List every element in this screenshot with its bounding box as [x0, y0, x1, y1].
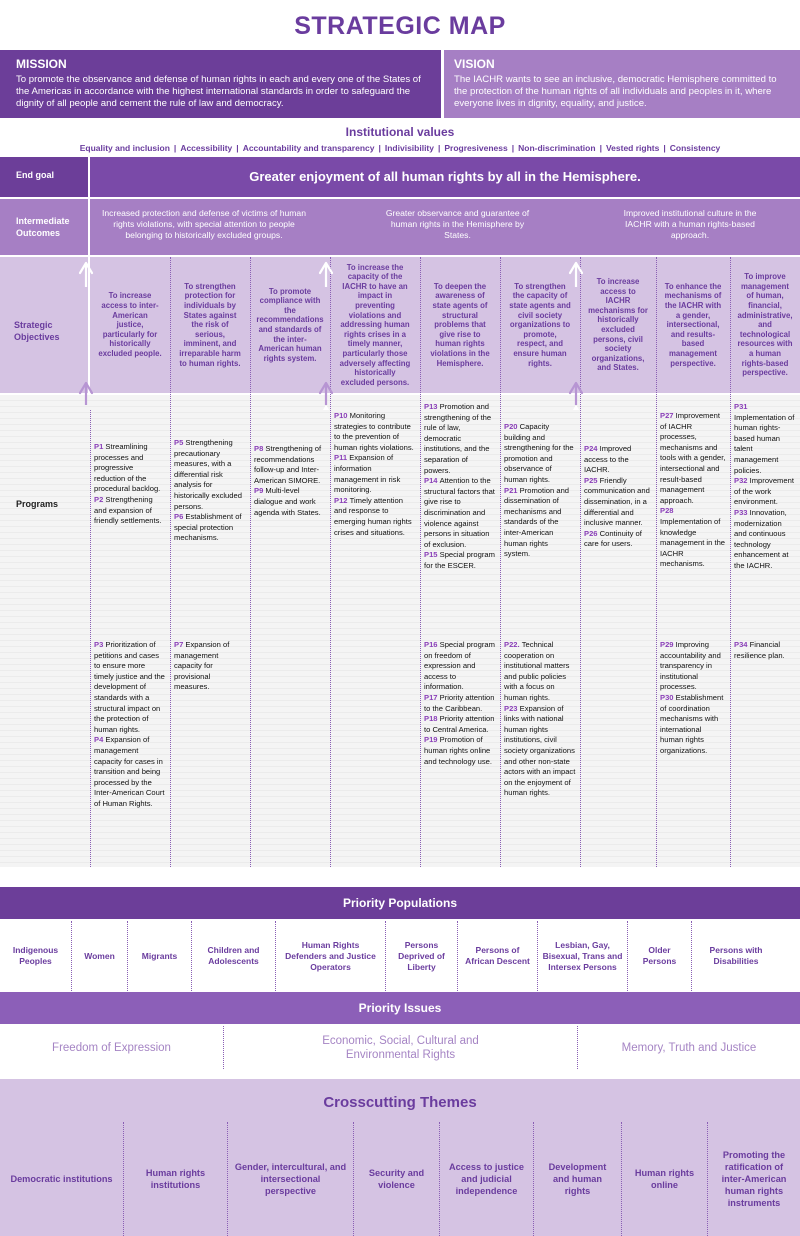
outcome-protection: Increased protection and defense of victims of human rights violations, with special attention to people belonging to historically excluded groups. — [102, 208, 306, 240]
values-title: Institutional values — [345, 125, 455, 139]
priority-issues-title: Priority Issues — [0, 992, 800, 1024]
value-item: Vested rights — [605, 143, 660, 153]
priority-populations-row — [0, 921, 800, 991]
crosscutting-theme: Human rights institutions — [124, 1122, 228, 1236]
program-block — [94, 442, 166, 527]
priority-population: Women — [72, 921, 128, 991]
program-code: P12 — [334, 495, 350, 505]
value-item: Equality and inclusion — [79, 143, 170, 153]
end-goal-text: Greater enjoyment of all human rights by all in the Hemisphere. — [90, 157, 800, 197]
value-item: Progresiveness — [444, 143, 508, 153]
value-separator: | — [599, 143, 602, 153]
program-block — [94, 640, 166, 810]
programs-label: Programs — [16, 499, 59, 509]
priority-population: Persons with Disabilities — [709, 945, 763, 966]
program-code: P18 — [424, 714, 440, 724]
program-text: Special program for the ESCER. — [424, 550, 495, 570]
program-block — [424, 640, 496, 767]
column-divider — [90, 410, 91, 867]
program-code: P26 — [584, 528, 600, 538]
value-separator: | — [378, 143, 381, 153]
program-text: Promotion and strengthening of the rule of law, democratic institutions, and the separation of powers. — [424, 402, 492, 475]
priority-issue: Economic, Social, Cultural and Environmental Rights — [224, 1026, 578, 1069]
program-text: Monitoring strategies to contribute to the prevention of human rights violations. — [334, 411, 414, 452]
priority-issue: Freedom of Expression — [0, 1026, 224, 1069]
program-text: Establishment of special protection mechanisms. — [174, 512, 242, 543]
program-text: Strengthening precautionary measures, with a differential risk analysis for historically excluded persons. — [174, 438, 242, 511]
program-code: P33 — [734, 507, 750, 517]
value-separator: | — [511, 143, 515, 153]
program-text: Strengthening and expansion of friendly settlements. — [94, 494, 162, 526]
program-code: P23 — [504, 703, 520, 713]
program-text: Expansion of information management in risk monitoring. — [334, 453, 401, 495]
program-code: P27 — [660, 411, 676, 420]
program-text: Financial resilience plan. — [734, 640, 785, 660]
program-block — [334, 411, 416, 538]
program-code: P16 — [424, 640, 440, 649]
vision-heading: VISION — [454, 57, 495, 71]
program-text: Innovation, modernization and continuous technology enhancement at the IACHR. — [734, 507, 789, 570]
program-block — [424, 402, 496, 572]
program-code: P32 — [734, 476, 750, 486]
priority-issue: Memory, Truth and Justice — [621, 1041, 757, 1054]
program-code: P10 — [334, 411, 350, 420]
program-code: P6 — [174, 512, 186, 522]
priority-population: Lesbian, Gay, Bisexual, Trans and Intersex Persons — [538, 921, 628, 991]
program-text: Establishment of coordination mechanisms with international human rights organizations. — [660, 692, 724, 755]
program-text: Friendly communication and dissemination, in a differential and inclusive manner. — [584, 475, 650, 528]
crosscutting-theme: Democratic institutions — [0, 1122, 124, 1236]
value-separator: | — [438, 143, 441, 153]
program-code: P19 — [424, 735, 440, 745]
program-text: Promotion of human rights online and technology use. — [424, 735, 492, 766]
program-text: Continuity of care for users. — [584, 528, 642, 549]
program-code: P24 — [584, 444, 600, 453]
program-text: Timely attention and response to emerging human rights crises and situations. — [334, 495, 412, 537]
crosscutting-title: Crosscutting Themes — [323, 1094, 477, 1111]
strategic-objective: To strengthen the capacity of state agents and civil society organizations to promote, respect, and ensure human rights. — [509, 281, 571, 368]
program-text: Priority attention to the Caribbean. — [424, 692, 495, 713]
priority-population: Migrants — [128, 921, 192, 991]
priority-populations-title: Priority Populations — [0, 887, 800, 919]
program-block — [174, 640, 246, 693]
values-list — [0, 143, 800, 153]
program-text: Attention to the structural factors that give rise to discrimination and violence against persons in situation of exclusion. — [424, 476, 495, 549]
strategic-objective: To increase access to inter-American justice, particularly for historically excluded people. — [98, 291, 162, 358]
arrow-up-icon — [80, 263, 582, 410]
program-code: P17 — [424, 692, 440, 702]
end-goal-label: End goal — [0, 157, 88, 197]
program-code: P29 — [660, 640, 676, 649]
priority-issues-row — [0, 1026, 800, 1069]
program-text: Implementation of knowledge management in the IACHR mechanisms. — [660, 516, 726, 569]
program-text: Expansion of management capacity for cases in transition and being processed by the Inter-American Court of Human Rights. — [94, 735, 165, 808]
program-block — [734, 402, 796, 572]
program-code: P4 — [94, 735, 106, 745]
value-item: Consistency — [669, 143, 721, 153]
program-text: Implementation of human rights-based human talent management policies. — [734, 412, 795, 475]
page-title: STRATEGIC MAP — [294, 12, 506, 40]
crosscutting-theme: Human rights online — [622, 1122, 708, 1236]
program-code: P3 — [94, 640, 106, 649]
program-text: Expansion of management capacity for provisional measures. — [174, 640, 230, 692]
program-code: P2 — [94, 494, 106, 504]
vision-text: The IACHR wants to see an inclusive, democratic Hemisphere committed to the protection of the human rights of all individuals and peoples in it, where everyone lives in dignity, equality, and justice. — [454, 74, 777, 109]
program-code: P28 — [660, 506, 674, 516]
priority-population: Persons of African Descent — [458, 921, 538, 991]
program-text: Improving accountability and transparency in institutional processes. — [660, 640, 721, 692]
strategic-objectives-label: Strategic Objectives — [0, 257, 88, 393]
program-code: P25 — [584, 475, 600, 485]
intermediate-outcomes-label: Intermediate Outcomes — [0, 199, 88, 255]
program-code: P14 — [424, 476, 440, 486]
program-code: P7 — [174, 640, 186, 649]
strategic-objective: To enhance the mechanisms of the IACHR with a gender, intersectional, and results-based management perspective. — [664, 281, 722, 368]
program-text: Improvement of the work environment. — [734, 476, 794, 507]
value-item: Accountability and transparency — [242, 143, 375, 153]
strategic-objective: To increase access to IACHR mechanisms for historically excluded persons, civil society organizations, and States. — [588, 277, 648, 373]
program-block — [734, 640, 796, 661]
program-code: P9 — [254, 486, 266, 496]
program-text: Expansion of links with national human rights institutions, civil society organizations and other non-state actors with an impact on the enjoyment of human rights. — [504, 703, 576, 798]
program-text: Improved access to the IACHR. — [584, 444, 632, 475]
program-code: P15 — [424, 550, 440, 560]
value-separator: | — [173, 143, 177, 153]
program-code: P30 — [660, 692, 676, 702]
program-block — [584, 444, 652, 550]
program-code: P11 — [334, 453, 350, 463]
mission-text: To promote the observance and defense of human rights in each and every one of the States of the Americas in accordance with the highest international standards in order to safeguard the dignity of all people and cement the rule of law and democracy. — [16, 74, 421, 109]
program-text: Technical cooperation on institutional matters and public policies with a focus on human rights. — [504, 640, 570, 702]
crosscutting-theme: Development and human rights — [534, 1122, 622, 1236]
program-block — [660, 640, 726, 757]
program-code: P5 — [174, 438, 186, 447]
value-item: Accessibility — [180, 143, 233, 153]
program-block — [504, 640, 576, 799]
program-block — [504, 422, 576, 560]
program-text: Multi-level dialogue and work agenda with States. — [254, 486, 321, 517]
program-text: Capacity building and strengthening for the promotion and observance of human rights. — [504, 422, 574, 484]
strategic-objective: To deepen the awareness of state agents of structural problems that give rise to human rights violations in the Hemisphere. — [430, 281, 490, 368]
program-code: P20 — [504, 422, 520, 431]
outcome-institutional-culture: Improved institutional culture in the IACHR with a human rights-based approach. — [623, 208, 757, 240]
program-code: P22. — [504, 640, 522, 649]
strategic-objective: To strengthen protection for individuals by States against the risk of serious, imminent, and irreparable harm to human rights. — [179, 281, 241, 368]
program-text: Strengthening of recommendations follow-up and Inter-American SIMORE. — [254, 444, 322, 485]
priority-population: Children and Adolescents — [192, 921, 276, 991]
crosscutting-theme: Promoting the ratification of inter-American human rights instruments — [721, 1150, 787, 1208]
crosscutting-theme: Access to justice and judicial independence — [440, 1122, 534, 1236]
priority-population: Persons Deprived of Liberty — [386, 921, 458, 991]
priority-population: Human Rights Defenders and Justice Operators — [276, 921, 386, 991]
value-separator: | — [663, 143, 666, 153]
program-block — [174, 438, 246, 544]
priority-population: Indigenous Peoples — [0, 921, 72, 991]
value-separator: | — [236, 143, 239, 153]
program-code: P34 — [734, 640, 750, 649]
crosscutting-row — [0, 1122, 800, 1236]
program-text: Prioritization of petitions and cases to ensure more timely justice and the development of standards with a structural impact on the protection of human rights. — [94, 640, 165, 734]
program-code: P8 — [254, 444, 266, 453]
outcome-observance: Greater observance and guarantee of human rights in the Hemisphere by States. — [385, 208, 530, 240]
program-text: Promotion and dissemination of mechanisms and standards of the inter-American human rights system. — [504, 485, 570, 559]
strategic-objective: To improve management of human, financial, administrative, and technological resources with a human rights-based perspective. — [737, 272, 793, 378]
program-text: Streamlining processes and progressive reduction of the procedural backlog. — [94, 442, 161, 494]
program-text: Priority attention to Central America. — [424, 714, 495, 734]
value-item: Non-discrimination — [518, 143, 596, 153]
mission-heading: MISSION — [16, 57, 67, 71]
crosscutting-theme: Security and violence — [354, 1122, 440, 1236]
program-text: Improvement of IACHR processes, mechanisms and tools with a gender, intersectional and result-based management approach. — [660, 411, 726, 505]
program-code: P13 — [424, 402, 440, 411]
value-item: Indivisibility — [384, 143, 434, 153]
priority-population: Older Persons — [628, 921, 692, 991]
arrow-up-icon — [80, 383, 582, 405]
program-text: Special program on freedom of expression and access to information. — [424, 640, 495, 692]
mission-panel — [0, 50, 441, 118]
program-code: P31 — [734, 402, 748, 411]
outcome-arrows — [0, 195, 800, 410]
program-code: P21 — [504, 485, 520, 495]
program-code: P1 — [94, 442, 106, 451]
vision-panel — [444, 50, 800, 118]
strategic-objective: To promote compliance with the recommendations and standards of the inter-American human rights system. — [256, 286, 324, 363]
crosscutting-theme: Gender, intercultural, and intersectional perspective — [228, 1122, 354, 1236]
program-block — [254, 444, 326, 518]
strategic-objective: To increase the capacity of the IACHR to have an impact in preventing violations and addressing human rights crises in a timely manner, particularly those adversely affecting historically excluded persons. — [339, 262, 411, 387]
program-block — [660, 411, 726, 570]
